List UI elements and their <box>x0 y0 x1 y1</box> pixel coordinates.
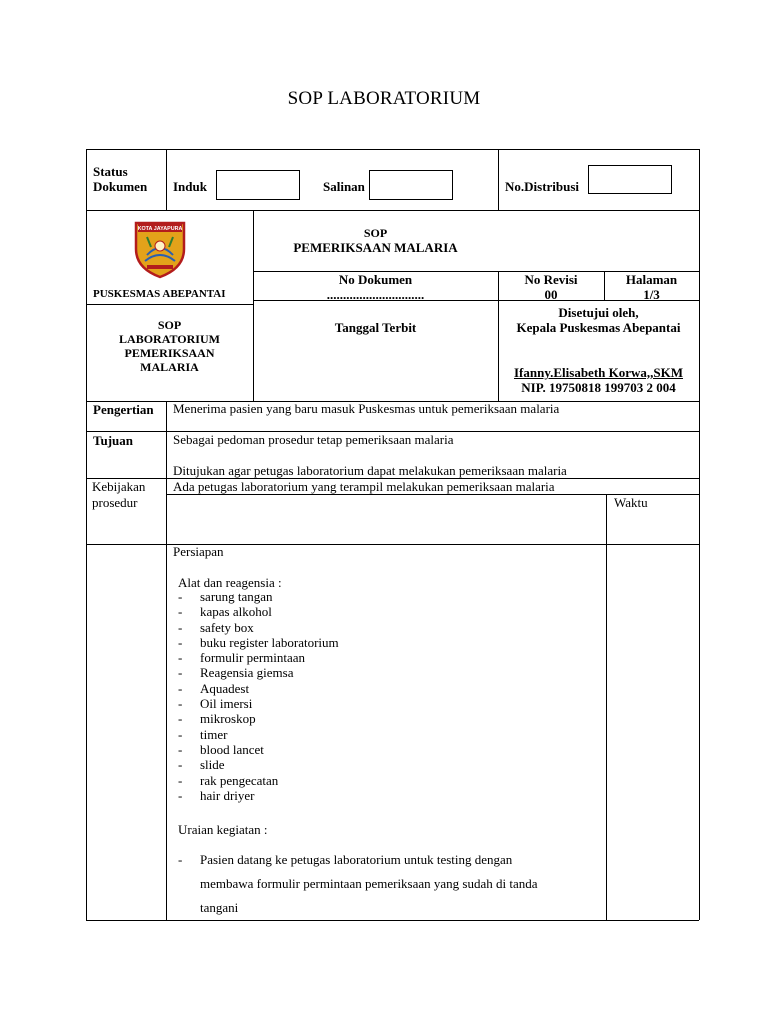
sop-label: SOP <box>363 226 388 240</box>
disetujui-label: Disetujui oleh, <box>558 305 639 320</box>
alat-item: - Aquadest <box>178 681 339 696</box>
left-sop-line: LABORATORIUM <box>119 332 220 346</box>
distribusi-label: No.Distribusi <box>505 179 580 194</box>
puskesmas-name: PUSKESMAS ABEPANTAI <box>93 288 226 300</box>
left-sop-line: MALARIA <box>140 360 199 374</box>
no-revisi-value: 00 <box>544 287 558 302</box>
uraian-label: Uraian kegiatan : <box>178 822 268 837</box>
alat-item: - buku register laboratorium <box>178 635 339 650</box>
alat-item: - timer <box>178 727 339 742</box>
persiapan-label: Persiapan <box>173 544 224 559</box>
halaman-label: Halaman <box>625 272 678 287</box>
pengertian-text: Menerima pasien yang baru masuk Puskesmas untuk pemeriksaan malaria <box>173 401 560 416</box>
salinan-label: Salinan <box>323 179 365 194</box>
alat-item: - Reagensia giemsa <box>178 665 339 680</box>
status-label: Status <box>93 164 128 179</box>
pengertian-label: Pengertian <box>93 402 154 417</box>
kebijakan-label: Kebijakan <box>92 479 146 494</box>
signatory-name: Ifanny.Elisabeth Korwa,,SKM <box>513 365 684 380</box>
tanggal-terbit-label: Tanggal Terbit <box>334 320 417 335</box>
alat-item: - hair driyer <box>178 788 339 803</box>
uraian-item-line: membawa formulir permintaan pemeriksaan yang sudah di tanda <box>200 876 538 891</box>
puskesmas-logo <box>133 219 187 279</box>
alat-item: - safety box <box>178 620 339 635</box>
alat-item: - sarung tangan <box>178 589 339 604</box>
alat-list <box>178 589 339 803</box>
induk-field[interactable] <box>216 170 300 200</box>
page-title: SOP LABORATORIUM <box>287 88 481 109</box>
tujuan-text-1: Sebagai pedoman prosedur tetap pemeriksaan malaria <box>173 432 454 447</box>
alat-item: - rak pengecatan <box>178 773 339 788</box>
uraian-bullet: - <box>178 852 183 867</box>
logo-text: KOTA JAYAPURA <box>137 226 183 233</box>
left-sop-line: PEMERIKSAAN <box>124 346 215 360</box>
tujuan-label: Tujuan <box>93 433 133 448</box>
alat-item: - blood lancet <box>178 742 339 757</box>
left-sop-line: SOP <box>157 318 182 332</box>
dokumen-label: Dokumen <box>93 179 148 194</box>
waktu-label: Waktu <box>614 495 648 510</box>
no-dokumen-value: .............................. <box>326 287 425 302</box>
uraian-item-line: tangani <box>200 900 239 915</box>
tujuan-text-2: Ditujukan agar petugas laboratorium dapat melakukan pemeriksaan malaria <box>173 463 567 478</box>
alat-item: - Oil imersi <box>178 696 339 711</box>
alat-label: Alat dan reagensia : <box>178 575 282 590</box>
halaman-value: 1/3 <box>643 287 660 302</box>
disetujui-title: Kepala Puskesmas Abepantai <box>516 320 681 335</box>
sop-title: PEMERIKSAAN MALARIA <box>293 240 458 255</box>
alat-item: - slide <box>178 757 339 772</box>
prosedur-label: prosedur <box>92 495 138 510</box>
distribusi-field[interactable] <box>588 165 672 194</box>
no-dokumen-label: No Dokumen <box>338 272 413 287</box>
alat-item: - kapas alkohol <box>178 604 339 619</box>
signatory-nip: NIP. 19750818 199703 2 004 <box>521 380 676 395</box>
salinan-field[interactable] <box>369 170 453 200</box>
no-revisi-label: No Revisi <box>524 272 578 287</box>
kebijakan-text: Ada petugas laboratorium yang terampil melakukan pemeriksaan malaria <box>173 479 555 494</box>
uraian-item-line: Pasien datang ke petugas laboratorium untuk testing dengan <box>200 852 513 867</box>
induk-label: Induk <box>173 179 207 194</box>
alat-item: - formulir permintaan <box>178 650 339 665</box>
alat-item: - mikroskop <box>178 711 339 726</box>
